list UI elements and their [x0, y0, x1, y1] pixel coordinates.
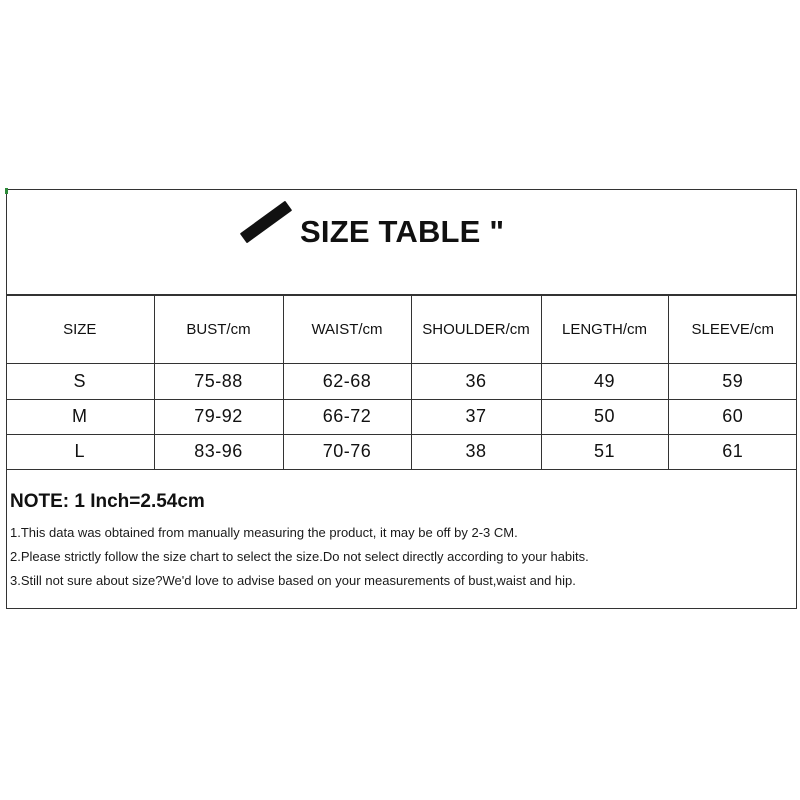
cell-waist: 66-72	[283, 399, 411, 434]
cell-shoulder: 37	[411, 399, 541, 434]
cell-bust: 83-96	[154, 434, 283, 469]
header-size: SIZE	[6, 295, 154, 364]
cell-length: 49	[541, 364, 668, 399]
cell-waist: 62-68	[283, 364, 411, 399]
cell-length: 50	[541, 399, 668, 434]
cell-size: M	[6, 399, 154, 434]
note-line-2: 2.Please strictly follow the size chart to select the size.Do not select directly according to your habits.	[10, 549, 589, 564]
table-row	[6, 434, 797, 469]
cell-length: 51	[541, 434, 668, 469]
note-line-3: 3.Still not sure about size?We'd love to advise based on your measurements of bust,waist and hip.	[10, 573, 576, 588]
cell-shoulder: 38	[411, 434, 541, 469]
cell-sleeve: 61	[668, 434, 797, 469]
table-row	[6, 399, 797, 434]
header-waist: WAIST/cm	[283, 295, 411, 364]
note-line-1: 1.This data was obtained from manually measuring the product, it may be off by 2-3 CM.	[10, 525, 518, 540]
header-shoulder: SHOULDER/cm	[411, 295, 541, 364]
cell-size: L	[6, 434, 154, 469]
table-row	[6, 364, 797, 399]
cell-sleeve: 60	[668, 399, 797, 434]
cell-sleeve: 59	[668, 364, 797, 399]
table-header-row	[6, 295, 797, 364]
page-title: SIZE TABLE "	[300, 214, 505, 249]
header-sleeve: SLEEVE/cm	[668, 295, 797, 364]
cell-size: S	[6, 364, 154, 399]
cell-bust: 75-88	[154, 364, 283, 399]
cell-shoulder: 36	[411, 364, 541, 399]
note-title: NOTE: 1 Inch=2.54cm	[10, 491, 205, 512]
cell-bust: 79-92	[154, 399, 283, 434]
header-length: LENGTH/cm	[541, 295, 668, 364]
header-bust: BUST/cm	[154, 295, 283, 364]
size-table	[6, 294, 797, 470]
notes-section	[10, 489, 790, 593]
cell-waist: 70-76	[283, 434, 411, 469]
